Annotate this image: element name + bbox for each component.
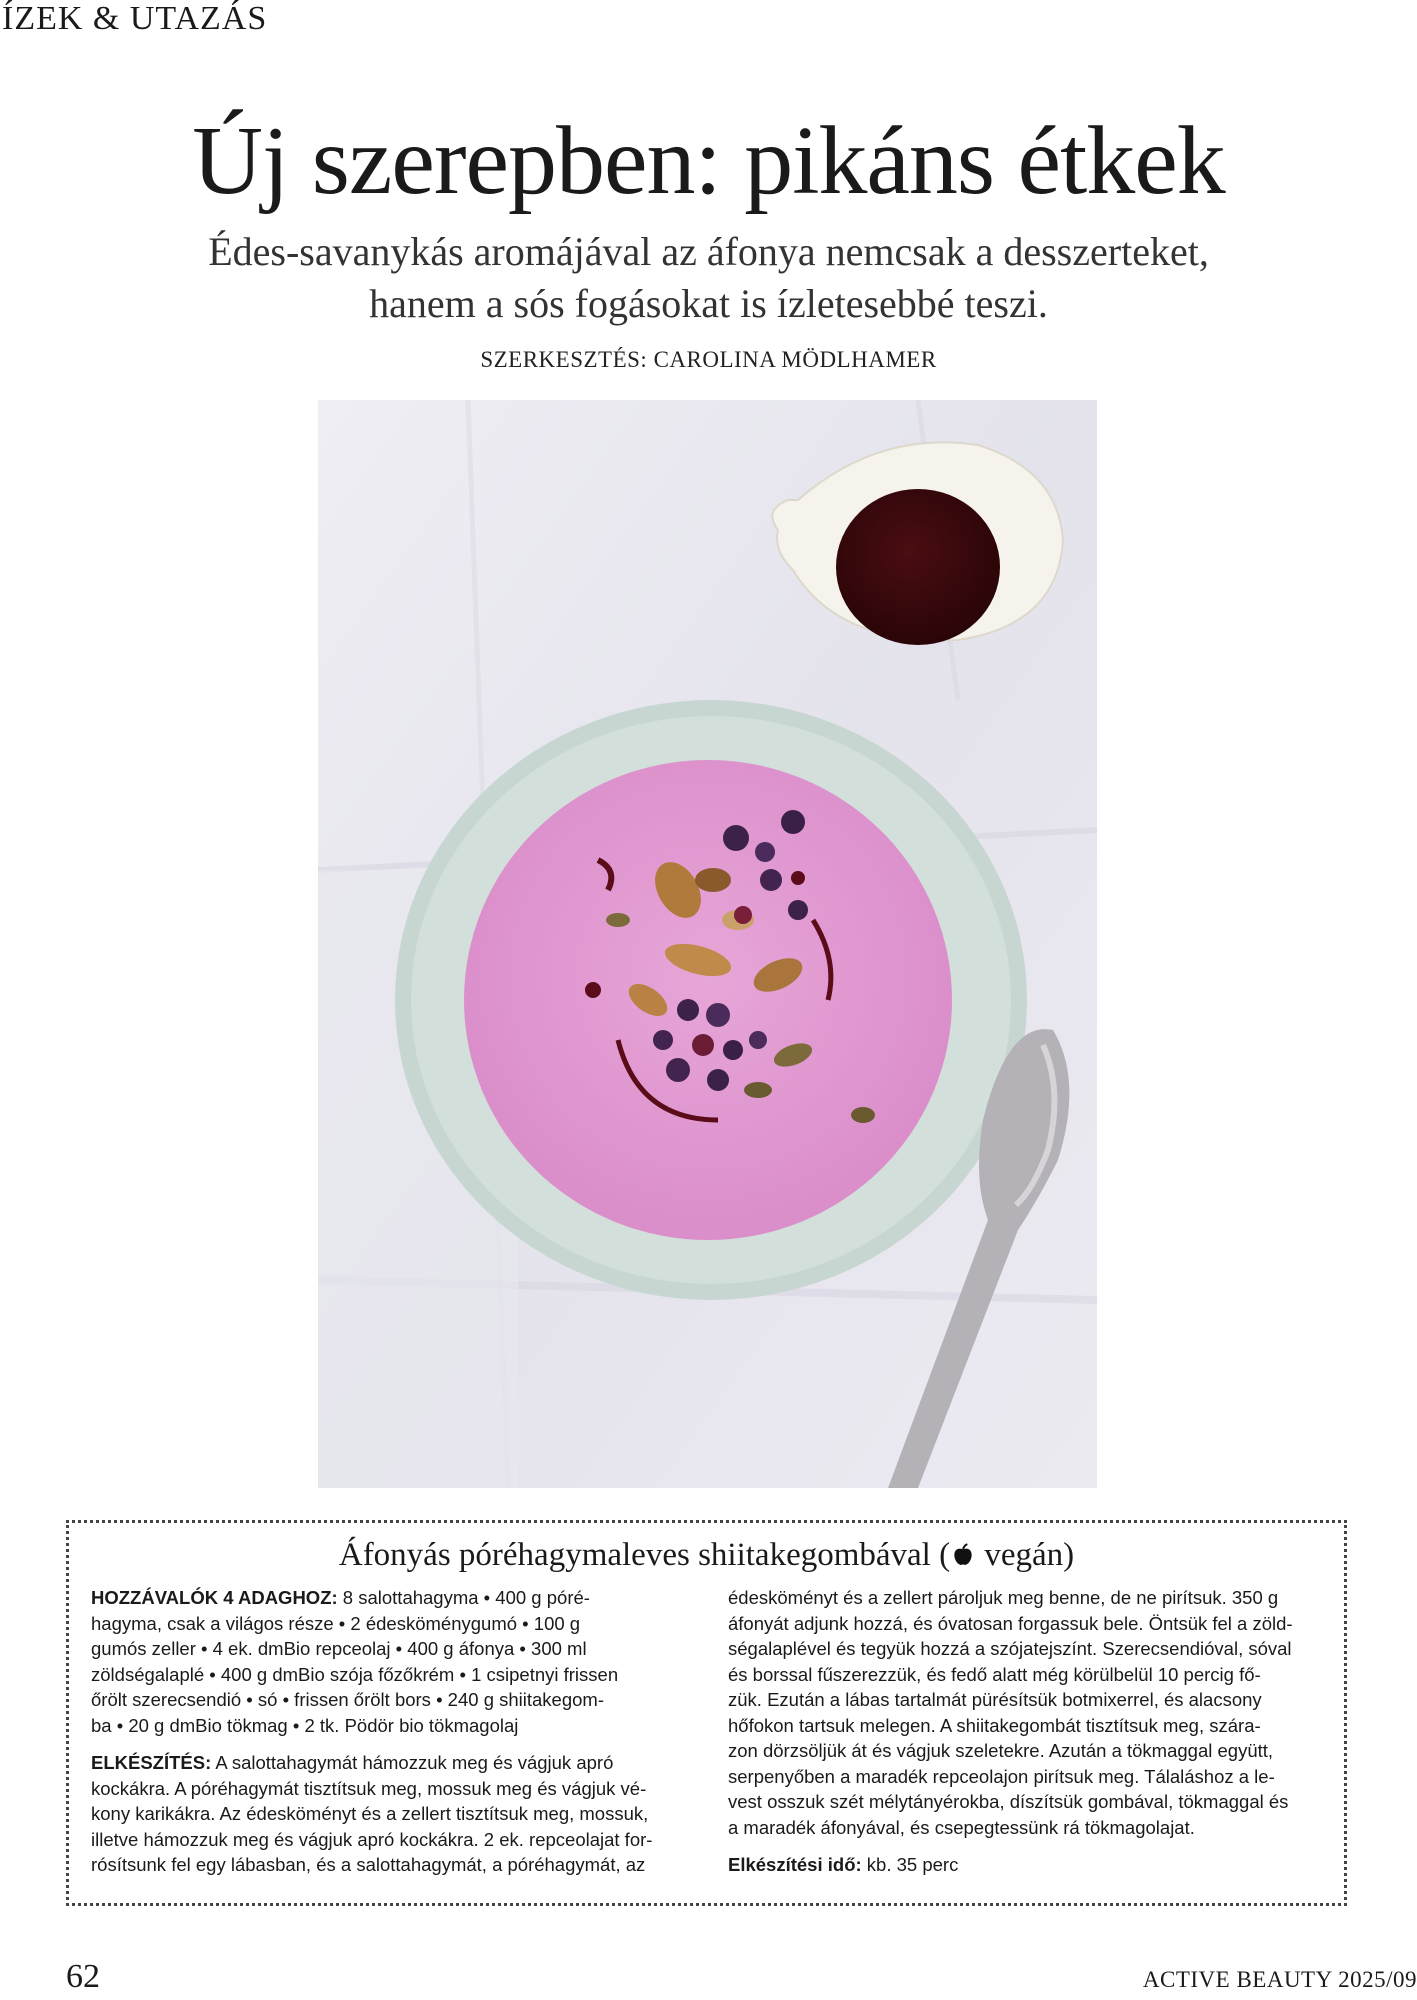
ingredients-label: HOZZÁVALÓK 4 ADAGHOZ: (91, 1587, 338, 1608)
method-line: zük. Ezután a lábas tartalmát pürésítsük botmixerrel, és alacsony (728, 1689, 1262, 1710)
soup-photo (318, 400, 1097, 1488)
method-line: kony karikákra. Az édesköményt és a zellert tisztítsuk meg, mossuk, (91, 1803, 649, 1824)
method-line: édesköményt és a zellert pároljuk meg benne, de ne pirítsuk. 350 g (728, 1587, 1279, 1608)
method-line: illetve hámozzuk meg és vágjuk apró kockákra. 2 ek. repceolajat for- (91, 1828, 653, 1850)
method-paragraph (91, 1750, 691, 1878)
page-number: 62 (66, 1958, 100, 1995)
ingredients-line: 8 salottahagyma • 400 g póré- (337, 1587, 590, 1608)
ingredients-line: ba • 20 g dmBio tökmag • 2 tk. Pödör bio tökmagolaj (91, 1714, 519, 1736)
recipe-column-left (91, 1585, 691, 1890)
method-line: zon dörzsöljük át és vágjuk szeletekre. Azután a tökmaggal együtt, (728, 1740, 1274, 1761)
recipe-column-right (728, 1585, 1330, 1890)
method-line: és borssal fűszerezzük, és fedő alatt még körülbelül 10 percig fő- (728, 1663, 1261, 1685)
recipe-title-text: Áfonyás póréhagymaleves shiitakegombával ( (338, 1537, 951, 1573)
method-line: vest osszuk szét mélytányérokba, díszítsük gombával, tökmaggal és (728, 1791, 1289, 1812)
subtitle-line: hanem a sós fogásokat is ízletesebbé teszi. (369, 281, 1048, 326)
soup-illustration (318, 400, 1097, 1488)
subtitle-line: Édes-savanykás aromájával az áfonya nemcsak a desszerteket, (208, 229, 1209, 274)
ingredients-line: hagyma, csak a világos része • 2 édesköménygumó • 100 g (91, 1612, 581, 1634)
method-line: rósítsunk fel egy lábasban, és a salottahagymát, a póréhagymát, az (91, 1854, 646, 1875)
method-line: ségalaplével és tegyük hozzá a szójatejszínt. Szerecsendióval, sóval (728, 1638, 1292, 1659)
ingredients-paragraph (91, 1585, 691, 1738)
recipe-box (66, 1520, 1347, 1906)
method-continued-paragraph (728, 1585, 1330, 1840)
recipe-title (69, 1537, 1344, 1574)
article-title: Új szerepben: pikáns étkek (192, 107, 1225, 215)
ingredients-line: gumós zeller • 4 ek. dmBio repceolaj • 400 g áfonya • 300 ml (91, 1638, 587, 1659)
prep-time-value: kb. 35 perc (861, 1854, 959, 1875)
magazine-issue: ACTIVE BEAUTY 2025/09 (1142, 1967, 1417, 1992)
method-line: serpenyőben a maradék repceolajon pirítsuk meg. Tálaláshoz a le- (728, 1765, 1275, 1787)
ingredients-line: őrölt szerecsendió • só • frissen őrölt bors • 240 g shiitakegom- (91, 1689, 604, 1710)
method-line: áfonyát adjunk hozzá, és óvatosan forgassuk bele. Öntsük fel a zöld- (728, 1612, 1293, 1634)
ingredients-line: zöldségalaplé • 400 g dmBio szója főzőkrém • 1 csipetnyi frissen (91, 1663, 619, 1685)
method-line: hőfokon tartsuk melegen. A shiitakegombát tisztítsuk meg, szára- (728, 1714, 1261, 1736)
prep-time (728, 1852, 1330, 1878)
byline: SZERKESZTÉS: CAROLINA MÖDLHAMER (480, 347, 937, 372)
method-label: ELKÉSZÍTÉS: (91, 1752, 212, 1773)
method-line: a maradék áfonyával, és csepegtessünk rá tökmagolajat. (728, 1816, 1195, 1838)
method-line: A salottahagymát hámozzuk meg és vágjuk apró (211, 1752, 614, 1773)
section-label: ÍZEK & UTAZÁS (2, 0, 268, 37)
method-line: kockákra. A póréhagymát tisztítsuk meg, mossuk meg és vágjuk vé- (91, 1777, 647, 1799)
prep-time-label: Elkészítési idő: (728, 1854, 862, 1875)
apple-icon (950, 1542, 976, 1568)
recipe-title-tag: vegán) (976, 1537, 1075, 1573)
article-subtitle (0, 226, 1417, 330)
